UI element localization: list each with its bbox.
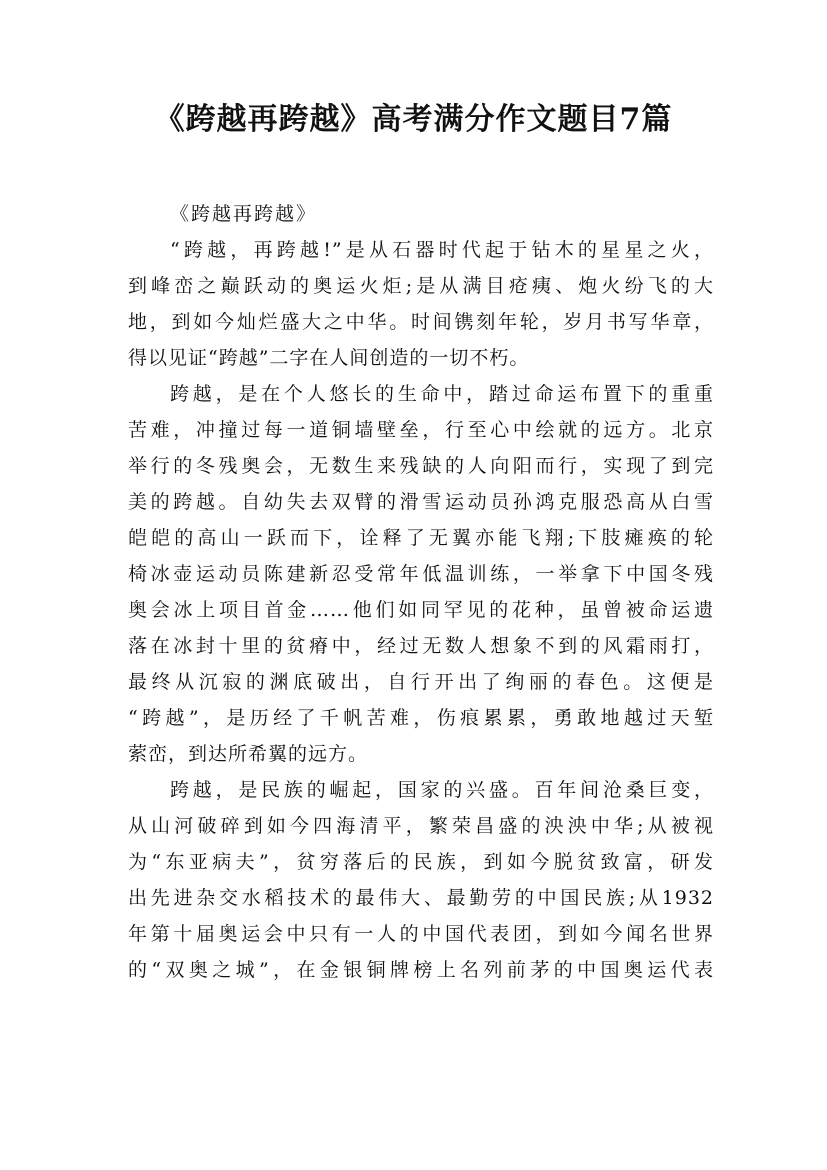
paragraph-line: 皑皑的高山一跃而下，诠释了无翼亦能飞翔;下肢瘫痪的轮: [128, 527, 714, 549]
paragraph-line: 举行的冬残奥会，无数生来残缺的人向阳而行，实现了到完: [128, 455, 714, 477]
paragraph-line: 跨越，是在个人悠长的生命中，踏过命运布置下的重重: [170, 383, 714, 405]
paragraph: [128, 772, 714, 988]
paragraph-line: 椅冰壶运动员陈建新忍受常年低温训练，一举拿下中国冬残: [128, 563, 714, 585]
paragraph-line: 萦峦，到达所希翼的远方。: [128, 743, 369, 765]
paragraph-line: 到峰峦之巅跃动的奥运火炬;是从满目疮痍、炮火纷飞的大: [128, 275, 714, 297]
paragraph: [128, 376, 714, 772]
paragraph-line: 出先进杂交水稻技术的最伟大、最勤劳的中国民族;从1932: [128, 887, 714, 909]
paragraph: [128, 232, 714, 376]
paragraph-line: 苦难，冲撞过每一道铜墙壁垒，行至心中绘就的远方。北京: [128, 419, 714, 441]
document-body: [128, 196, 714, 988]
paragraph-list: [128, 232, 714, 988]
paragraph-line: 为“东亚病夫”，贫穷落后的民族，到如今脱贫致富，研发: [128, 851, 714, 873]
essay-title: 《跨越再跨越》: [170, 203, 318, 225]
paragraph-line: 最终从沉寂的渊底破出，自行开出了绚丽的春色。这便是: [128, 671, 714, 693]
paragraph-line: 奥会冰上项目首金……他们如同罕见的花种，虽曾被命运遗: [128, 599, 714, 621]
paragraph-line: “跨越，再跨越!”是从石器时代起于钻木的星星之火，: [170, 239, 714, 261]
paragraph-line: 的“双奥之城”，在金银铜牌榜上名列前茅的中国奥运代表: [128, 959, 714, 981]
paragraph-line: 得以见证“跨越”二字在人间创造的一切不朽。: [128, 347, 530, 369]
paragraph-line: 跨越，是民族的崛起，国家的兴盛。百年间沧桑巨变，: [170, 779, 714, 801]
paragraph-line: 落在冰封十里的贫瘠中，经过无数人想象不到的风霜雨打，: [128, 635, 714, 657]
paragraph-line: 地，到如今灿烂盛大之中华。时间镌刻年轮，岁月书写华章，: [128, 311, 714, 333]
document-title: 《跨越再跨越》高考满分作文题目7篇: [154, 102, 673, 137]
paragraph-line: 年第十届奥运会中只有一人的中国代表团，到如今闻名世界: [128, 923, 714, 945]
paragraph-line: “跨越”，是历经了千帆苦难，伤痕累累，勇敢地越过天堑: [128, 707, 714, 729]
paragraph-line: 美的跨越。自幼失去双臂的滑雪运动员孙鸿克服恐高从白雪: [128, 491, 714, 513]
paragraph-line: 从山河破碎到如今四海清平，繁荣昌盛的泱泱中华;从被视: [128, 815, 714, 837]
